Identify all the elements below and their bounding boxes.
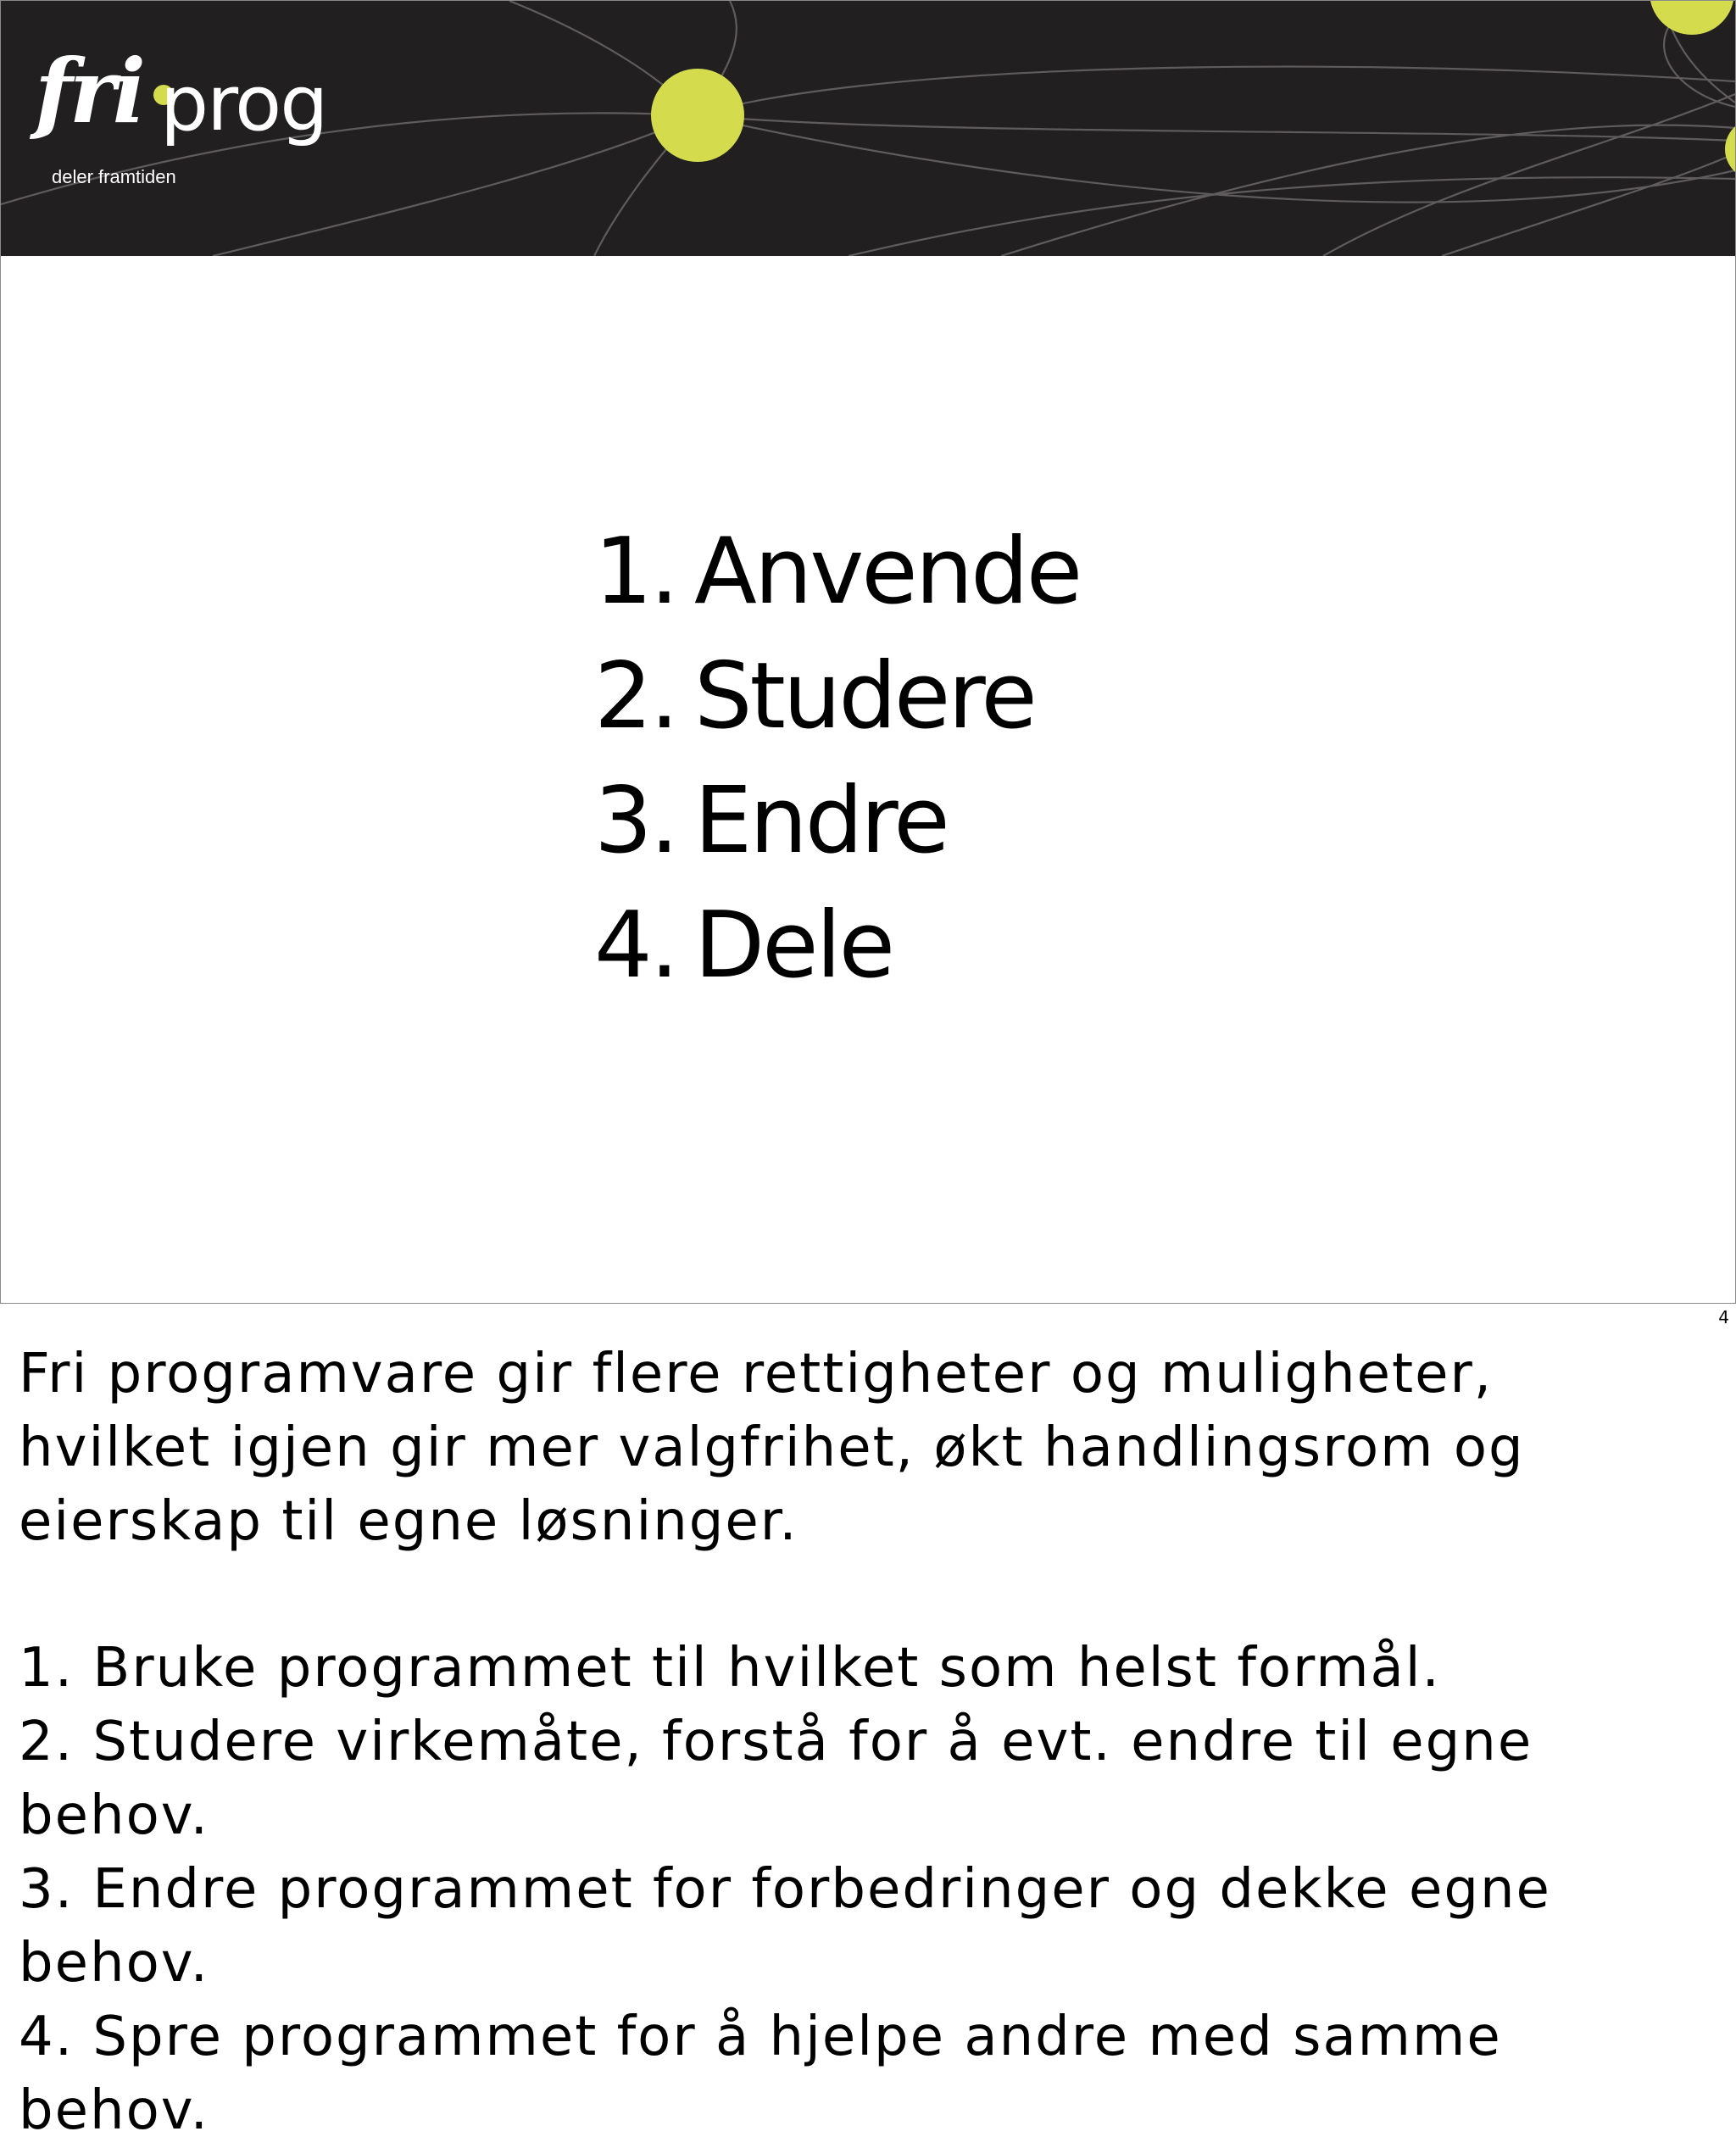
logo-tagline: deler framtiden [52,166,176,187]
friprog-logo [35,39,357,192]
slide-list-label: Anvende [694,519,1081,625]
slide-list-label: Studere [694,643,1035,749]
slide-list-number: 1. [594,519,677,625]
speaker-notes [19,1338,1714,2148]
logo-fri-text: fri [35,39,143,143]
notes-line: 1. Bruke programmet til hvilket som helst formål. [19,1637,1441,1700]
notes-line: 2. Studere virkemåte, forstå for å evt. endre til egne [19,1711,1533,1773]
notes-line: behov. [19,1932,209,1995]
slide-list-item [594,509,1080,634]
notes-line: behov. [19,2079,209,2142]
notes-line: Fri programvare gir flere rettigheter og muligheter, [19,1343,1494,1405]
slide-list-number: 3. [594,768,677,874]
notes-line: eierskap til egne løsninger. [19,1490,798,1553]
notes-line: 3. Endre programmet for forbedringer og dekke egne [19,1858,1551,1921]
slide-freedoms-list [594,509,1080,1008]
logo-prog-text: prog [160,59,327,148]
slide-list-item [594,634,1080,759]
slide-list-number: 4. [594,893,677,999]
notes-line: behov. [19,1784,209,1847]
slide-list-item [594,883,1080,1008]
lime-circle-center [651,69,744,162]
header-banner [1,1,1735,256]
notes-line: 4. Spre programmet for å hjelpe andre med samme [19,2006,1502,2068]
slide-list-label: Dele [694,893,893,999]
slide-list-label: Endre [694,768,948,874]
slide-list-number: 2. [594,643,677,749]
lime-circle-top-right [1650,1,1734,35]
page-number: 4 [1718,1307,1729,1327]
notes-spacer [19,1559,1714,1632]
notes-line: hvilket igjen gir mer valgfrihet, økt handlingsrom og [19,1416,1525,1479]
slide-list-item [594,759,1080,883]
